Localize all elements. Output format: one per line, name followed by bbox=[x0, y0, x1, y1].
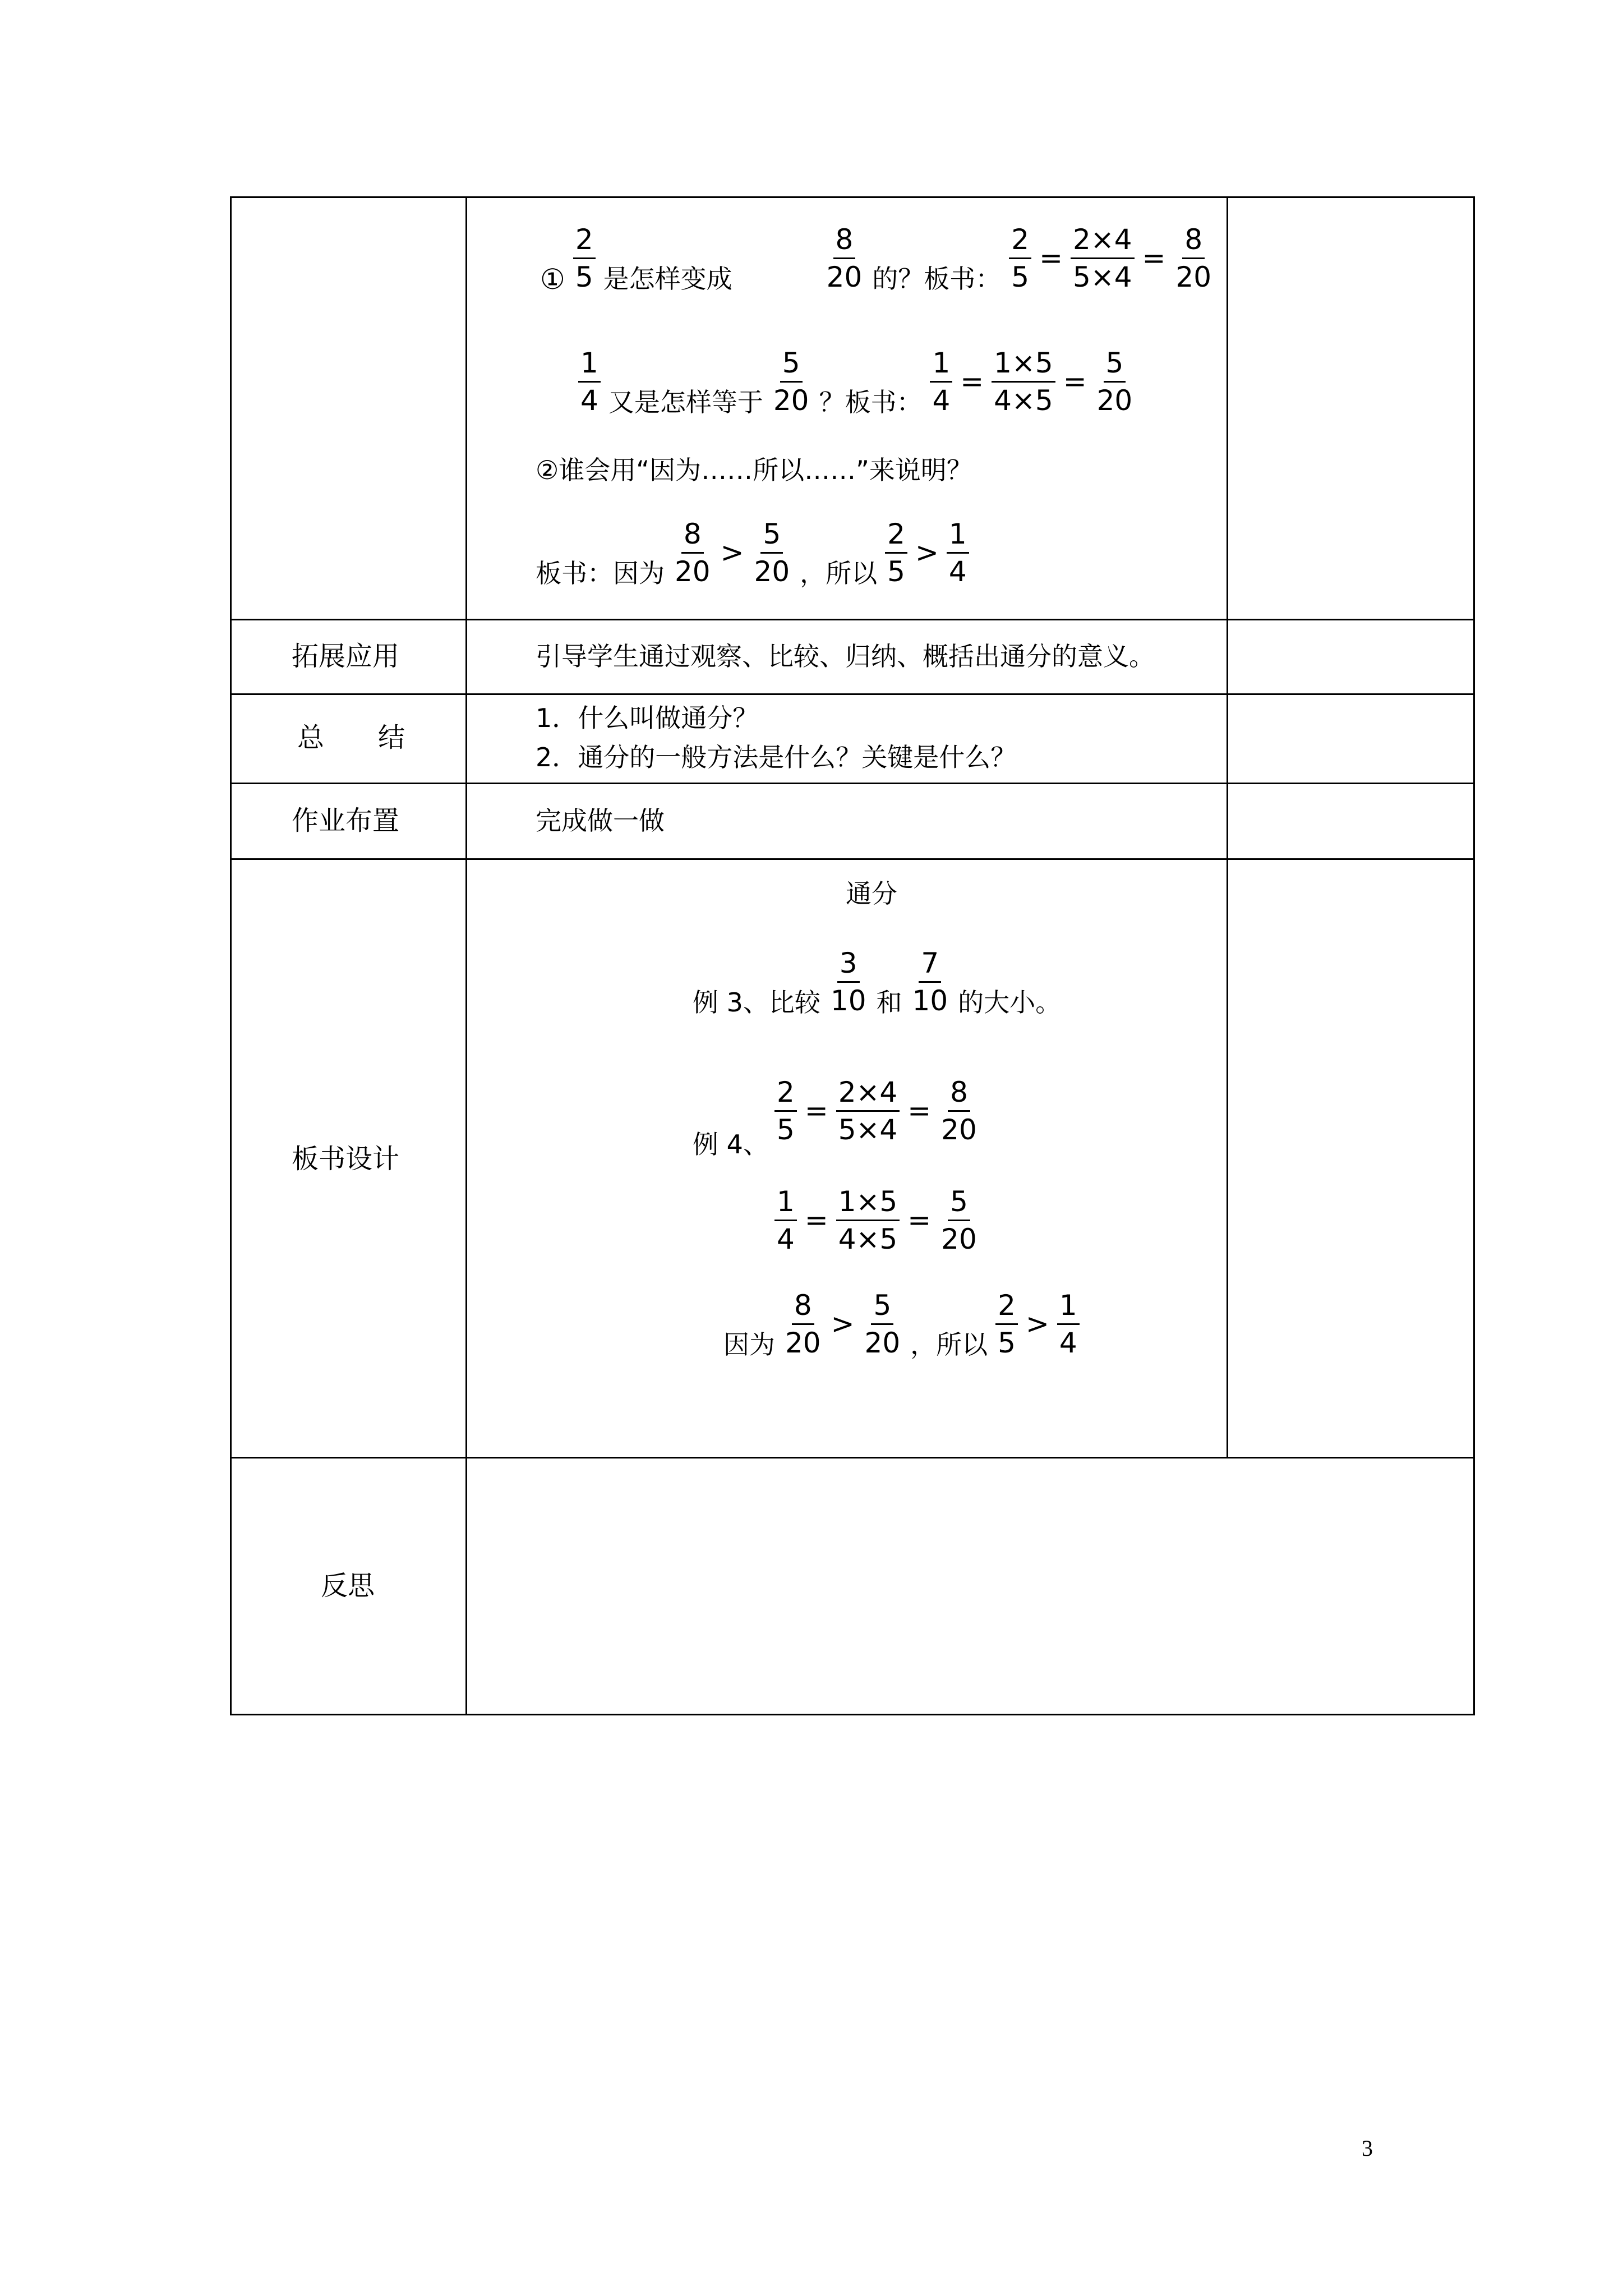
example-3-mid: 和 bbox=[876, 987, 902, 1018]
equals-sign: = bbox=[960, 365, 984, 398]
question-1b bbox=[575, 339, 1138, 424]
board-design-label: 板书设计 bbox=[292, 1143, 400, 1175]
greater-than-sign: > bbox=[1025, 1308, 1049, 1340]
fraction: $\frac{3}{10}$ bbox=[830, 946, 866, 1017]
fraction: $\frac{5}{20}$ bbox=[941, 1185, 977, 1255]
board-prefix: 板书：因为 bbox=[536, 558, 665, 588]
equals-sign: = bbox=[907, 1094, 932, 1127]
fraction: $\frac{2}{5}$ bbox=[573, 223, 596, 294]
fraction: $\frac{8}{20}$ bbox=[826, 223, 863, 293]
fraction: $\frac{8}{20}$ bbox=[675, 517, 711, 588]
question-2: ②谁会用“因为……所以……”来说明？ bbox=[536, 455, 972, 485]
fraction: $\frac{2}{5}$ bbox=[885, 517, 907, 588]
greater-than-sign: > bbox=[720, 536, 744, 569]
example-4-equation-2 bbox=[771, 1178, 983, 1262]
column-divider bbox=[465, 196, 467, 1715]
board-design-title: 通分 bbox=[846, 878, 897, 909]
summary-label: 总 结 bbox=[297, 722, 405, 753]
example-3-suffix: 的大小。 bbox=[958, 987, 1062, 1018]
fraction: $\frac{5}{20}$ bbox=[773, 346, 809, 417]
column-divider bbox=[1227, 196, 1228, 1458]
equals-sign: = bbox=[1142, 242, 1166, 274]
example-4-equation-1 bbox=[771, 1069, 983, 1153]
conclusion-line bbox=[723, 1282, 1083, 1366]
greater-than-sign: > bbox=[831, 1308, 855, 1340]
example-3 bbox=[693, 940, 1066, 1024]
row-divider bbox=[230, 619, 1475, 620]
summary-item: 1．什么叫做通分？ bbox=[536, 703, 759, 733]
fraction: $\frac{5}{20}$ bbox=[864, 1289, 901, 1359]
homework-label: 作业布置 bbox=[292, 805, 400, 836]
fraction: $\frac{7}{10}$ bbox=[912, 946, 948, 1017]
row-divider bbox=[230, 783, 1475, 784]
homework-text: 完成做一做 bbox=[536, 806, 665, 836]
fraction: $\frac{1\times 5}{4\times 5}$ bbox=[992, 346, 1055, 417]
fraction: $\frac{2}{5}$ bbox=[995, 1289, 1018, 1360]
fraction: $\frac{2\times 4}{5\times 4}$ bbox=[1071, 223, 1135, 294]
fraction: $\frac{1}{4}$ bbox=[578, 346, 601, 417]
circled-number-1: ① bbox=[540, 263, 565, 296]
question-1 bbox=[536, 216, 1217, 300]
conclusion-prefix: 因为 bbox=[723, 1329, 775, 1360]
greater-than-sign: > bbox=[915, 536, 939, 569]
fraction: $\frac{1}{4}$ bbox=[947, 517, 969, 588]
table-border-top bbox=[230, 196, 1475, 198]
equals-sign: = bbox=[804, 1204, 828, 1236]
table-border-right bbox=[1473, 196, 1475, 1715]
question-text: ？板书： bbox=[819, 387, 923, 417]
question-text: 是怎样变成 bbox=[603, 264, 732, 294]
board-mid: ，所以 bbox=[800, 558, 878, 588]
example-3-prefix: 例 3、比较 bbox=[693, 987, 820, 1018]
board-comparison bbox=[536, 510, 972, 595]
equals-sign: = bbox=[907, 1204, 932, 1236]
example-4-label: 例 4、 bbox=[693, 1129, 769, 1159]
table-border-bottom bbox=[230, 1714, 1475, 1715]
fraction: $\frac{1\times 5}{4\times 5}$ bbox=[836, 1185, 900, 1256]
fraction: $\frac{2}{5}$ bbox=[774, 1075, 797, 1147]
fraction: $\frac{8}{20}$ bbox=[1175, 223, 1212, 293]
page-number: 3 bbox=[1362, 2136, 1373, 2161]
extension-label: 拓展应用 bbox=[292, 641, 400, 672]
fraction: $\frac{2\times 4}{5\times 4}$ bbox=[836, 1075, 900, 1147]
row-divider bbox=[230, 693, 1475, 695]
conclusion-mid: ，所以 bbox=[910, 1329, 988, 1360]
fraction: $\frac{1}{4}$ bbox=[774, 1185, 797, 1256]
fraction: $\frac{5}{20}$ bbox=[754, 517, 790, 588]
extension-text: 引导学生通过观察、比较、归纳、概括出通分的意义。 bbox=[536, 641, 1155, 671]
fraction: $\frac{8}{20}$ bbox=[941, 1075, 977, 1146]
fraction: $\frac{1}{4}$ bbox=[930, 346, 952, 417]
row-divider bbox=[230, 858, 1475, 860]
question-text: 又是怎样等于 bbox=[608, 387, 763, 417]
equals-sign: = bbox=[1063, 365, 1087, 398]
fraction: $\frac{2}{5}$ bbox=[1009, 223, 1031, 294]
equals-sign: = bbox=[1039, 242, 1063, 274]
table-border-left bbox=[230, 196, 232, 1715]
reflection-label: 反思 bbox=[321, 1570, 375, 1602]
fraction: $\frac{8}{20}$ bbox=[785, 1289, 821, 1359]
equals-sign: = bbox=[804, 1094, 828, 1127]
fraction: $\frac{1}{4}$ bbox=[1057, 1289, 1080, 1360]
fraction: $\frac{5}{20}$ bbox=[1096, 346, 1133, 417]
question-text: 的？板书： bbox=[872, 264, 1002, 294]
summary-item: 2．通分的一般方法是什么？关键是什么？ bbox=[536, 742, 1017, 772]
row-divider bbox=[230, 1457, 1475, 1458]
